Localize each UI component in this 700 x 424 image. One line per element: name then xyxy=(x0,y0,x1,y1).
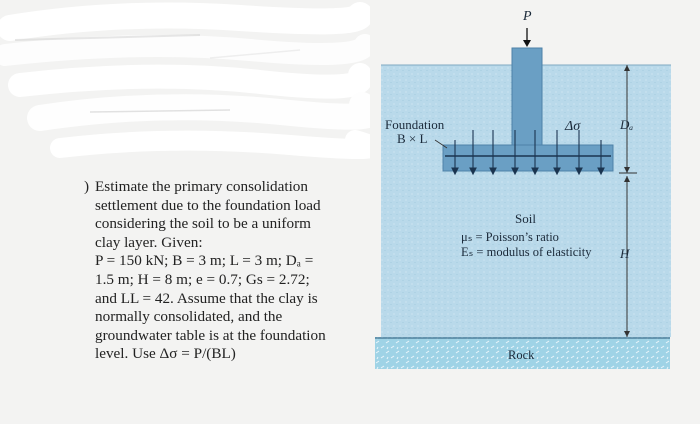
thickness-label: H xyxy=(620,246,630,261)
rock-label: Rock xyxy=(508,348,535,362)
depth-label: Dₐ xyxy=(620,117,634,132)
problem-statement: Estimate the primary consolidation settlement due to the foundation load considering the soil to be a uniform clay layer. Given: P = 150 kN; B = 3 m; L = 3 m; Dₐ = 1.5 m; H = 8 m; e = 0.7; Gs = 2.72; and LL = 42. Assume that the clay is normally consolidated, and the groundwater table is at the foundation level. Use Δσ = P/(BL) xyxy=(95,178,326,363)
foundation-figure xyxy=(375,0,700,424)
foundation-column xyxy=(512,48,542,145)
modulus-label: Eₛ = modulus of elasticity xyxy=(461,245,592,259)
poisson-ratio-label: μₛ = Poisson’s ratio xyxy=(461,230,559,244)
foundation-footing xyxy=(443,145,613,171)
foundation-label: Foundation xyxy=(385,117,445,132)
figure-drawing xyxy=(375,0,700,424)
question-marker: ) xyxy=(84,178,90,195)
stress-label: Δσ xyxy=(565,119,581,134)
soil-label: Soil xyxy=(515,211,536,226)
redacted-region xyxy=(0,0,370,165)
foundation-dims-label: B × L xyxy=(397,131,428,146)
load-label: P xyxy=(523,9,532,24)
